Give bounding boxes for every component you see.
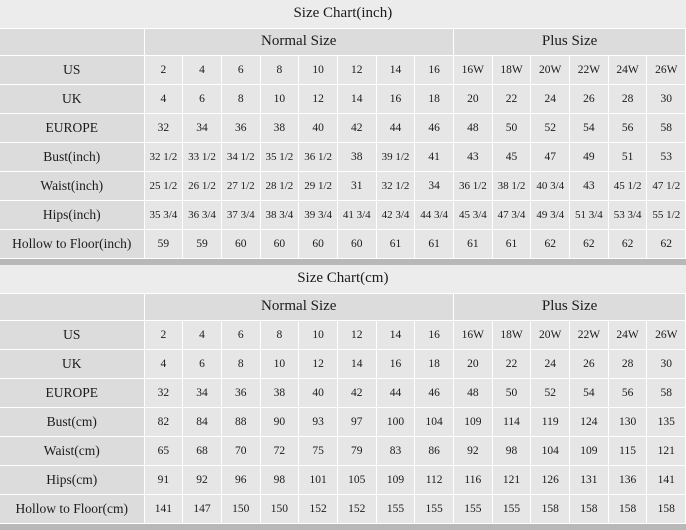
table-cell: 28 1/2 — [260, 172, 299, 201]
table-cell: 45 1/2 — [608, 172, 647, 201]
table-cell: 92 — [454, 437, 493, 466]
table-row — [0, 350, 686, 379]
table-cell: 158 — [647, 495, 686, 524]
table-cell: 136 — [608, 466, 647, 495]
table-cell: 86 — [415, 437, 454, 466]
table-cell: 18 — [415, 85, 454, 114]
row-label: EUROPE — [0, 114, 144, 143]
table-cell: 104 — [415, 408, 454, 437]
table-cell: 60 — [260, 230, 299, 259]
table-cell: 24W — [608, 321, 647, 350]
table-cell: 79 — [337, 437, 376, 466]
table-cell: 141 — [647, 466, 686, 495]
table-cell: 10 — [260, 350, 299, 379]
table-cell: 130 — [608, 408, 647, 437]
table-cell: 35 1/2 — [260, 143, 299, 172]
table-cell: 119 — [531, 408, 570, 437]
chart-title: Size Chart(inch) — [0, 0, 686, 29]
table-cell: 126 — [531, 466, 570, 495]
table-cell: 14 — [376, 321, 415, 350]
table-cell: 36 1/2 — [454, 172, 493, 201]
table-cell: 16 — [415, 56, 454, 85]
table-cell: 98 — [260, 466, 299, 495]
table-cell: 31 — [337, 172, 376, 201]
table-row — [0, 408, 686, 437]
row-label: Hips(cm) — [0, 466, 144, 495]
table-cell: 27 1/2 — [221, 172, 260, 201]
row-label: Waist(cm) — [0, 437, 144, 466]
table-cell: 26W — [647, 321, 686, 350]
table-cell: 32 1/2 — [376, 172, 415, 201]
table-cell: 20W — [531, 321, 570, 350]
table-cell: 45 — [492, 143, 531, 172]
row-label: Bust(inch) — [0, 143, 144, 172]
table-cell: 49 3/4 — [531, 201, 570, 230]
table-cell: 88 — [221, 408, 260, 437]
table-cell: 22 — [492, 350, 531, 379]
table-cell: 155 — [492, 495, 531, 524]
table-cell: 59 — [144, 230, 183, 259]
table-cell: 100 — [376, 408, 415, 437]
table-cell: 20 — [454, 350, 493, 379]
table-cell: 50 — [492, 379, 531, 408]
table-cell: 54 — [570, 114, 609, 143]
table-cell: 48 — [454, 379, 493, 408]
table-cell: 38 — [260, 379, 299, 408]
table-cell: 37 3/4 — [221, 201, 260, 230]
table-cell: 50 — [492, 114, 531, 143]
table-cell: 4 — [144, 85, 183, 114]
table-cell: 45 3/4 — [454, 201, 493, 230]
table-cell: 59 — [183, 230, 222, 259]
table-cell: 29 1/2 — [299, 172, 338, 201]
table-cell: 60 — [337, 230, 376, 259]
table-cell: 16W — [454, 321, 493, 350]
table-cell: 34 — [183, 379, 222, 408]
table-cell: 36 — [221, 114, 260, 143]
table-cell: 24W — [608, 56, 647, 85]
table-cell: 26 — [570, 85, 609, 114]
table-cell: 22 — [492, 85, 531, 114]
table-cell: 44 — [376, 379, 415, 408]
table-cell: 62 — [531, 230, 570, 259]
table-row — [0, 379, 686, 408]
table-cell: 30 — [647, 85, 686, 114]
size-chart-table — [0, 0, 686, 259]
table-cell: 114 — [492, 408, 531, 437]
table-cell: 116 — [454, 466, 493, 495]
table-cell: 16W — [454, 56, 493, 85]
group-header-row — [0, 294, 686, 321]
table-cell: 152 — [299, 495, 338, 524]
table-cell: 60 — [221, 230, 260, 259]
table-cell: 42 — [337, 379, 376, 408]
table-cell: 58 — [647, 379, 686, 408]
table-cell: 82 — [144, 408, 183, 437]
table-cell: 105 — [337, 466, 376, 495]
table-cell: 147 — [183, 495, 222, 524]
table-cell: 158 — [608, 495, 647, 524]
table-cell: 109 — [570, 437, 609, 466]
table-cell: 53 3/4 — [608, 201, 647, 230]
table-cell: 47 1/2 — [647, 172, 686, 201]
table-cell: 124 — [570, 408, 609, 437]
table-cell: 56 — [608, 379, 647, 408]
table-cell: 46 — [415, 379, 454, 408]
table-cell: 24 — [531, 85, 570, 114]
table-cell: 41 3/4 — [337, 201, 376, 230]
table-row — [0, 85, 686, 114]
table-cell: 10 — [260, 85, 299, 114]
table-cell: 40 3/4 — [531, 172, 570, 201]
table-cell: 28 — [608, 85, 647, 114]
table-cell: 22W — [570, 56, 609, 85]
table-cell: 101 — [299, 466, 338, 495]
table-cell: 44 3/4 — [415, 201, 454, 230]
table-cell: 152 — [337, 495, 376, 524]
table-cell: 53 — [647, 143, 686, 172]
table-cell: 38 1/2 — [492, 172, 531, 201]
table-row — [0, 172, 686, 201]
table-cell: 41 — [415, 143, 454, 172]
table-row — [0, 437, 686, 466]
table-row — [0, 466, 686, 495]
table-cell: 83 — [376, 437, 415, 466]
table-cell: 8 — [260, 321, 299, 350]
table-cell: 68 — [183, 437, 222, 466]
table-cell: 115 — [608, 437, 647, 466]
row-label: US — [0, 56, 144, 85]
table-cell: 4 — [144, 350, 183, 379]
size-chart-table — [0, 265, 686, 524]
table-cell: 155 — [454, 495, 493, 524]
table-cell: 30 — [647, 350, 686, 379]
size-chart-2 — [0, 265, 686, 524]
table-cell: 14 — [376, 56, 415, 85]
group-header: Normal Size — [144, 29, 454, 56]
row-label: UK — [0, 350, 144, 379]
table-cell: 10 — [299, 321, 338, 350]
table-cell: 65 — [144, 437, 183, 466]
table-cell: 43 — [454, 143, 493, 172]
group-header: Plus Size — [454, 294, 686, 321]
table-cell: 150 — [221, 495, 260, 524]
table-cell: 112 — [415, 466, 454, 495]
table-cell: 36 1/2 — [299, 143, 338, 172]
table-cell: 42 — [337, 114, 376, 143]
table-cell: 12 — [299, 85, 338, 114]
table-cell: 47 3/4 — [492, 201, 531, 230]
table-cell: 56 — [608, 114, 647, 143]
table-cell: 135 — [647, 408, 686, 437]
table-cell: 158 — [531, 495, 570, 524]
table-cell: 18 — [415, 350, 454, 379]
table-cell: 48 — [454, 114, 493, 143]
table-row — [0, 56, 686, 85]
table-cell: 47 — [531, 143, 570, 172]
table-cell: 38 — [260, 114, 299, 143]
table-cell: 14 — [337, 85, 376, 114]
table-cell: 36 — [221, 379, 260, 408]
table-cell: 52 — [531, 379, 570, 408]
table-cell: 34 — [183, 114, 222, 143]
table-cell: 12 — [337, 56, 376, 85]
table-cell: 16 — [376, 85, 415, 114]
table-cell: 38 3/4 — [260, 201, 299, 230]
table-cell: 61 — [415, 230, 454, 259]
table-cell: 26W — [647, 56, 686, 85]
table-cell: 54 — [570, 379, 609, 408]
table-cell: 33 1/2 — [183, 143, 222, 172]
table-cell: 4 — [183, 321, 222, 350]
row-label: Hollow to Floor(cm) — [0, 495, 144, 524]
group-header-row — [0, 29, 686, 56]
group-header: Normal Size — [144, 294, 454, 321]
table-cell: 155 — [376, 495, 415, 524]
table-cell: 155 — [415, 495, 454, 524]
table-cell: 60 — [299, 230, 338, 259]
table-cell: 35 3/4 — [144, 201, 183, 230]
table-cell: 131 — [570, 466, 609, 495]
table-cell: 84 — [183, 408, 222, 437]
table-row — [0, 230, 686, 259]
table-cell: 6 — [183, 85, 222, 114]
table-cell: 109 — [376, 466, 415, 495]
table-cell: 10 — [299, 56, 338, 85]
chart-title: Size Chart(cm) — [0, 265, 686, 294]
table-cell: 20 — [454, 85, 493, 114]
row-label: US — [0, 321, 144, 350]
table-cell: 62 — [570, 230, 609, 259]
table-cell: 158 — [570, 495, 609, 524]
table-cell: 51 — [608, 143, 647, 172]
table-row — [0, 143, 686, 172]
row-label: EUROPE — [0, 379, 144, 408]
table-cell: 90 — [260, 408, 299, 437]
table-cell: 36 3/4 — [183, 201, 222, 230]
table-cell: 14 — [337, 350, 376, 379]
table-cell: 2 — [144, 56, 183, 85]
table-cell: 2 — [144, 321, 183, 350]
table-cell: 44 — [376, 114, 415, 143]
table-cell: 34 — [415, 172, 454, 201]
table-cell: 6 — [221, 56, 260, 85]
table-cell: 8 — [260, 56, 299, 85]
table-cell: 25 1/2 — [144, 172, 183, 201]
table-cell: 104 — [531, 437, 570, 466]
table-cell: 92 — [183, 466, 222, 495]
table-cell: 75 — [299, 437, 338, 466]
row-label: Bust(cm) — [0, 408, 144, 437]
group-header-blank — [0, 29, 144, 56]
row-label: Hollow to Floor(inch) — [0, 230, 144, 259]
table-cell: 98 — [492, 437, 531, 466]
table-cell: 4 — [183, 56, 222, 85]
table-cell: 62 — [647, 230, 686, 259]
table-cell: 8 — [221, 350, 260, 379]
table-cell: 141 — [144, 495, 183, 524]
table-cell: 121 — [647, 437, 686, 466]
table-cell: 20W — [531, 56, 570, 85]
table-cell: 96 — [221, 466, 260, 495]
table-row — [0, 495, 686, 524]
table-cell: 16 — [415, 321, 454, 350]
row-label: Hips(inch) — [0, 201, 144, 230]
table-cell: 32 — [144, 114, 183, 143]
table-cell: 22W — [570, 321, 609, 350]
table-cell: 18W — [492, 321, 531, 350]
table-cell: 52 — [531, 114, 570, 143]
table-cell: 109 — [454, 408, 493, 437]
table-cell: 121 — [492, 466, 531, 495]
table-cell: 49 — [570, 143, 609, 172]
table-cell: 58 — [647, 114, 686, 143]
table-cell: 32 — [144, 379, 183, 408]
chart-title-row — [0, 265, 686, 294]
group-header-blank — [0, 294, 144, 321]
table-cell: 55 1/2 — [647, 201, 686, 230]
group-header: Plus Size — [454, 29, 686, 56]
table-cell: 39 3/4 — [299, 201, 338, 230]
table-cell: 34 1/2 — [221, 143, 260, 172]
table-cell: 32 1/2 — [144, 143, 183, 172]
table-cell: 12 — [337, 321, 376, 350]
table-cell: 38 — [337, 143, 376, 172]
table-cell: 42 3/4 — [376, 201, 415, 230]
table-cell: 70 — [221, 437, 260, 466]
table-cell: 61 — [492, 230, 531, 259]
table-cell: 28 — [608, 350, 647, 379]
table-cell: 91 — [144, 466, 183, 495]
table-cell: 93 — [299, 408, 338, 437]
table-row — [0, 321, 686, 350]
table-cell: 46 — [415, 114, 454, 143]
size-chart-1 — [0, 0, 686, 259]
table-cell: 26 1/2 — [183, 172, 222, 201]
table-cell: 40 — [299, 114, 338, 143]
table-cell: 97 — [337, 408, 376, 437]
table-cell: 39 1/2 — [376, 143, 415, 172]
table-cell: 16 — [376, 350, 415, 379]
row-label: UK — [0, 85, 144, 114]
table-cell: 8 — [221, 85, 260, 114]
table-cell: 43 — [570, 172, 609, 201]
table-cell: 18W — [492, 56, 531, 85]
table-cell: 6 — [221, 321, 260, 350]
table-cell: 150 — [260, 495, 299, 524]
chart-title-row — [0, 0, 686, 29]
table-cell: 40 — [299, 379, 338, 408]
table-cell: 61 — [454, 230, 493, 259]
table-row — [0, 114, 686, 143]
table-cell: 51 3/4 — [570, 201, 609, 230]
table-cell: 24 — [531, 350, 570, 379]
table-cell: 12 — [299, 350, 338, 379]
table-cell: 61 — [376, 230, 415, 259]
table-cell: 26 — [570, 350, 609, 379]
table-cell: 6 — [183, 350, 222, 379]
table-cell: 72 — [260, 437, 299, 466]
row-label: Waist(inch) — [0, 172, 144, 201]
table-row — [0, 201, 686, 230]
table-cell: 62 — [608, 230, 647, 259]
